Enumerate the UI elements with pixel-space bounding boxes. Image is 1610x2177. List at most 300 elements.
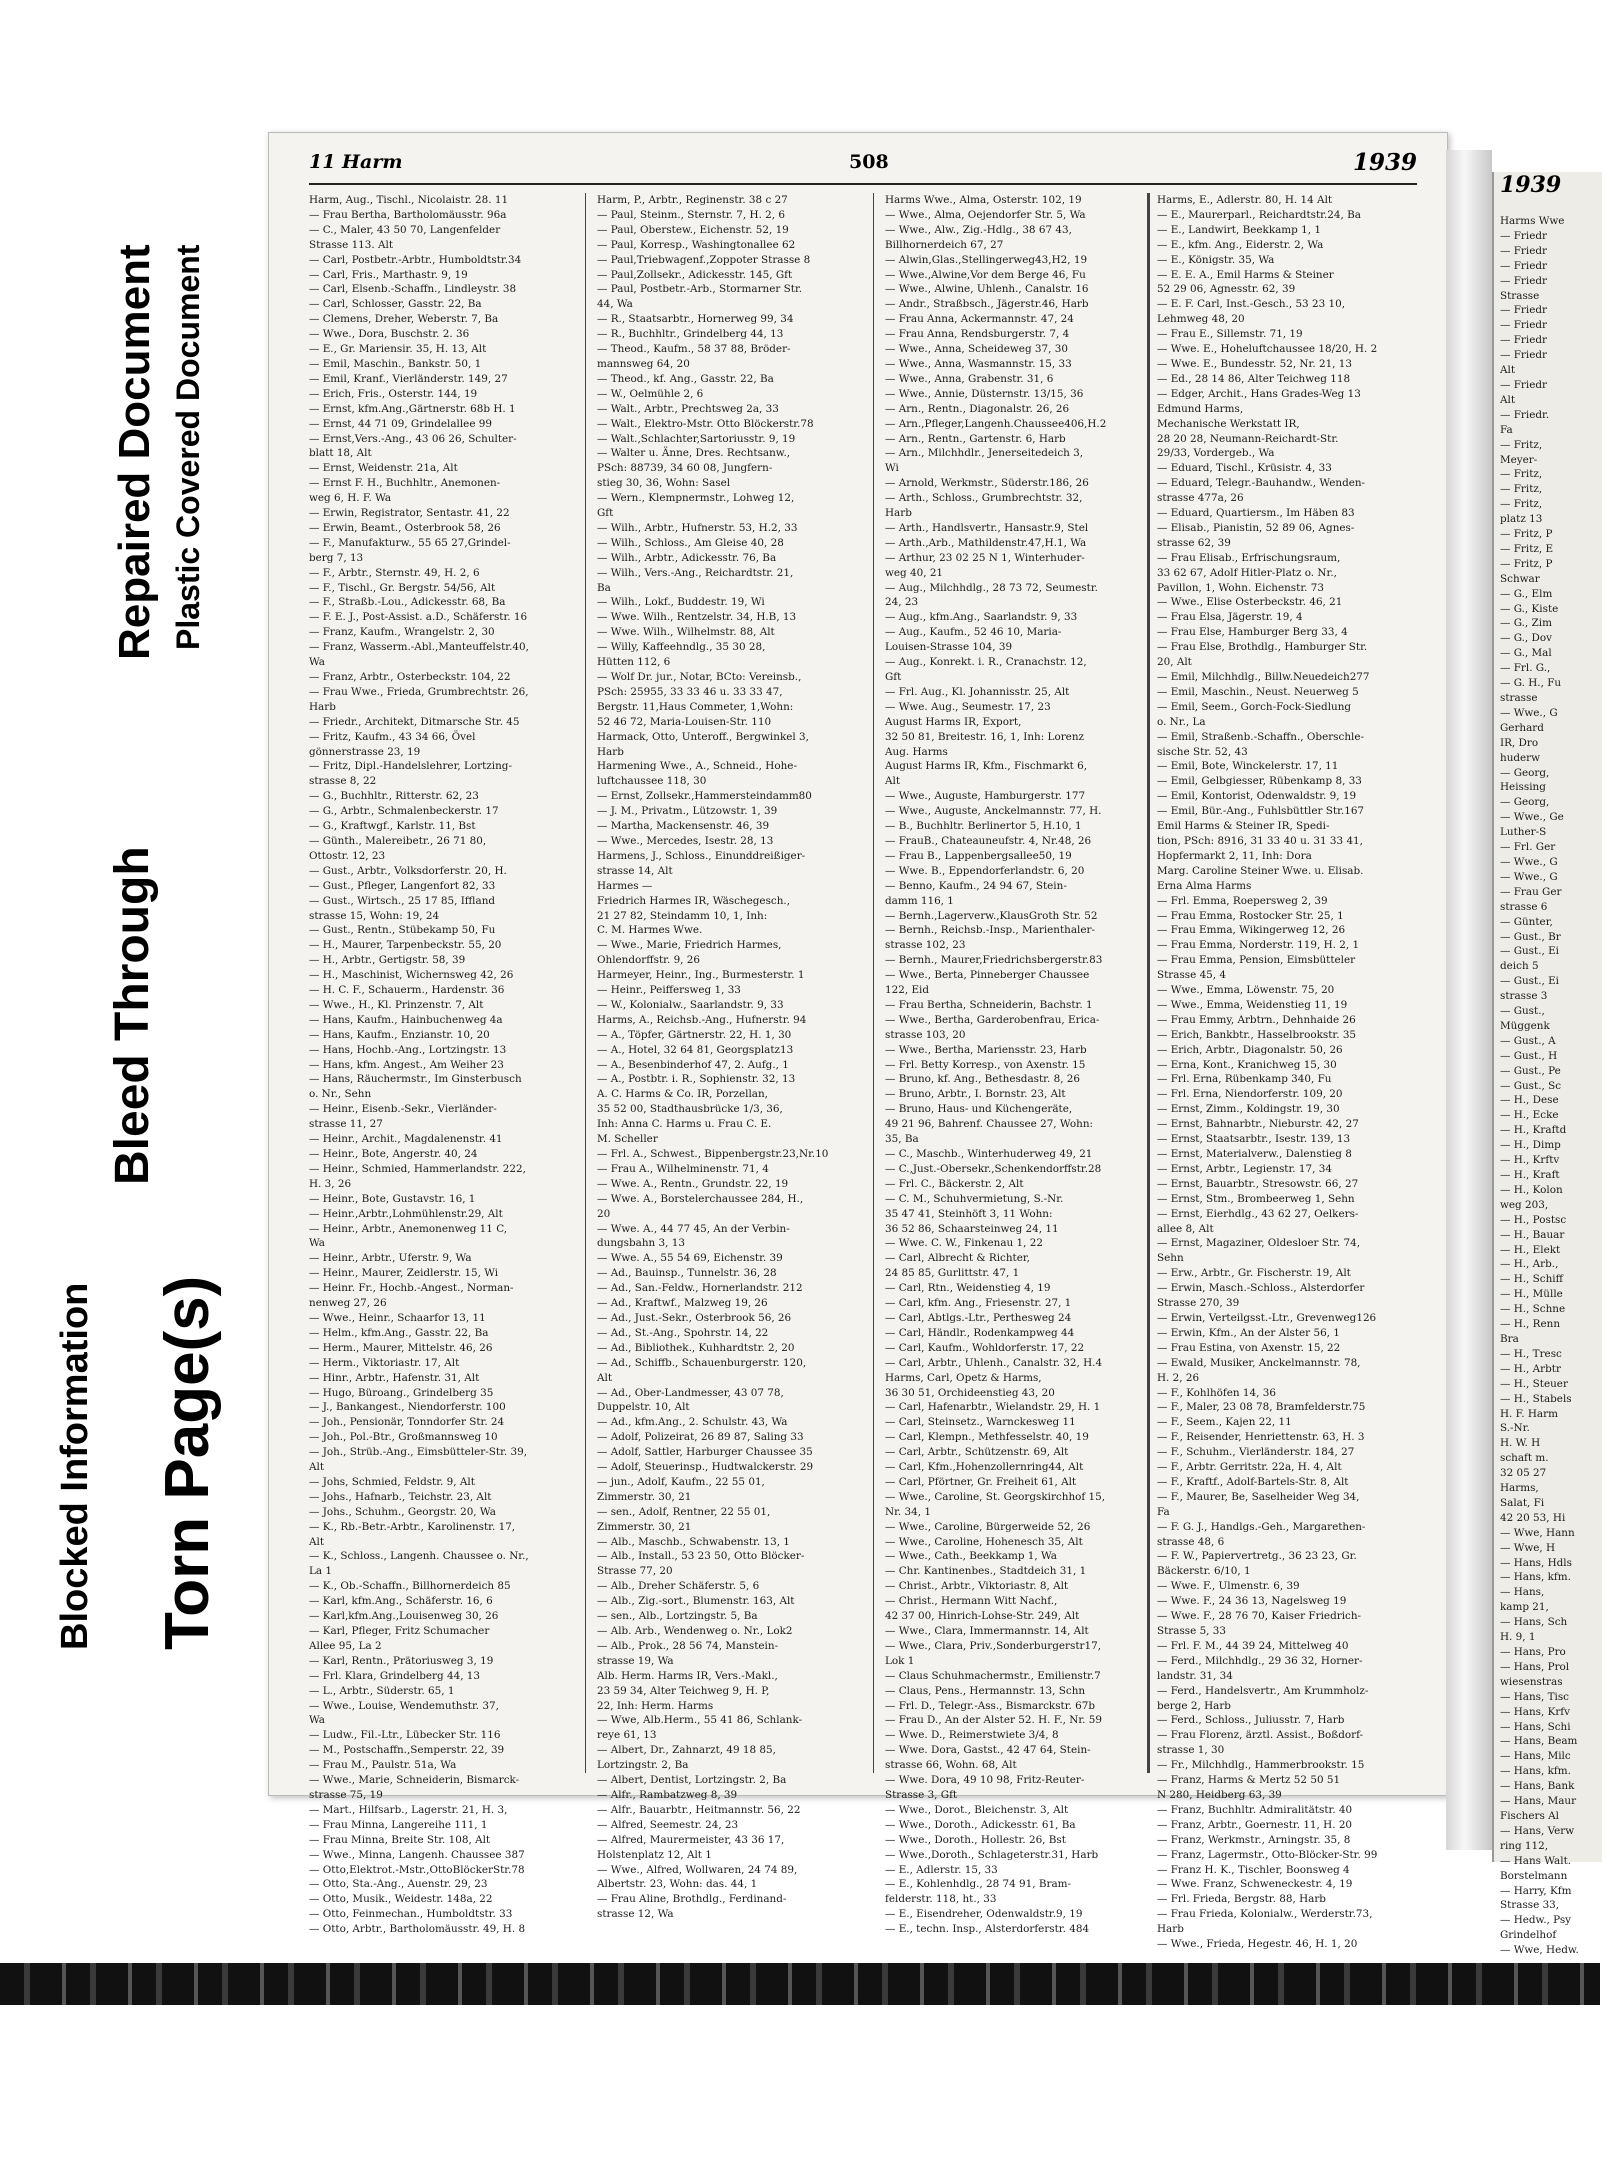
neighbor-entry-line: Borstelmann [1500,1869,1568,1882]
directory-entry-line: — Alb., Zig.-sort., Blumenstr. 163, Alt [597,1595,795,1608]
directory-entry-line: — H. C. F., Schauerm., Hardenstr. 36 [309,984,505,997]
directory-entry-line: — Arnold, Werkmstr., Süderstr.186, 26 [885,477,1089,490]
neighbor-entry-line: Meyer- [1500,453,1538,466]
directory-entry-line: — Frl. Aug., Kl. Johannisstr. 25, Alt [885,685,1070,698]
directory-entry-line: — Frau Emma, Pension, Eimsbütteler [1157,954,1356,967]
neighbor-entry-line: — H., Schiff [1500,1273,1563,1286]
directory-entry-line: — Wwe. F., 24 36 13, Nagelsweg 19 [1157,1595,1347,1608]
neighbor-entry-line: — Gust., Br [1500,930,1561,943]
directory-entry-line: — A., Postbtr. i. R., Sophienstr. 32, 13 [597,1073,796,1086]
directory-entry-line: Ottostr. 12, 23 [309,849,386,862]
directory-entry-line: 24 85 85, Gurlittstr. 47, 1 [885,1267,1020,1280]
directory-entry-line: — Ernst, Staatsarbtr., Isestr. 139, 13 [1157,1133,1351,1146]
directory-entry-line: 49 21 96, Bahrenf. Chaussee 27, Wohn: [885,1118,1094,1131]
directory-entry-line: — Frl. C., Bäckerstr. 2, Alt [885,1177,1024,1190]
directory-entry-line: — Alfred, Maurermeister, 43 36 17, [597,1833,785,1846]
directory-entry-line: o. Nr., Sehn [309,1088,372,1101]
directory-entry-line: — Ernst, Weidenstr. 21a, Alt [309,462,458,475]
directory-entry-line: — Franz, Werkmstr., Arningstr. 35, 8 [1157,1833,1351,1846]
neighbor-entry-line: Müggenk [1500,1019,1550,1032]
directory-entry-line: gönnerstrasse 23, 19 [309,745,421,758]
directory-entry-line: — F., Kraftf., Adolf-Bartels-Str. 8, Alt [1157,1475,1349,1488]
directory-entry-line: — K., Ob.-Schaffn., Billhornerdeich 85 [309,1580,511,1593]
directory-entry-line: — Wwe. Wilh., Wilhelmstr. 88, Alt [597,626,775,639]
directory-entry-line: — Wwe., Annie, Düsternstr. 13/15, 36 [885,387,1084,400]
neighbor-entry-line: — Frl. G., [1500,662,1551,675]
directory-entry-line: — Christ., Arbtr., Viktoriastr. 8, Alt [885,1580,1069,1593]
directory-entry-line: — Arn.,Pfleger,Langenh.Chaussee406,H.2 [885,417,1107,430]
neighbor-entry-line: — Fritz, P [1500,528,1553,541]
directory-entry-line: — Walter u. Änne, Dres. Rechtsanw., [597,447,791,460]
directory-entry-line: — Ad., kfm.Ang., 2. Schulstr. 43, Wa [597,1416,788,1429]
directory-entry-line: H. 3, 26 [309,1177,352,1190]
neighbor-entry-line: — H., Arb., [1500,1258,1559,1271]
directory-entry-line: — Ferd., Milchhdlg., 29 36 32, Horner- [1157,1654,1363,1667]
directory-entry-line: — Frau Bertha, Schneiderin, Bachstr. 1 [885,998,1093,1011]
directory-entry-line: Fa [1157,1505,1170,1518]
directory-entry-line: — Hans, Räuchermstr., Im Ginsterbusch [309,1073,522,1086]
directory-entry-line: Harmens, J., Schloss., Einunddreißiger- [597,849,806,862]
directory-entry-line: Ba [597,581,611,594]
directory-entry-line: — Carl, Klempn., Methfesselstr. 40, 19 [885,1431,1089,1444]
directory-entry-line: — Ernst, 44 71 09, Grindelallee 99 [309,417,492,430]
directory-entry-line: — R., Buchhltr., Grindelberg 44, 13 [597,328,784,341]
directory-entry-line: — Christ., Hermann Witt Nachf., [885,1595,1058,1608]
directory-entry-line: — Emil, Gelbgiesser, Rübenkamp 8, 33 [1157,775,1362,788]
directory-entry-line: — Erna, Kont., Kranichweg 15, 30 [1157,1058,1337,1071]
neighbor-entry-line: — Friedr [1500,274,1547,287]
neighbor-entry-line: — Hans, Pro [1500,1646,1566,1658]
directory-entry-line: — Wwe., H., Kl. Prinzenstr. 7, Alt [309,998,484,1011]
neighbor-entry-line: — G., Mal [1500,647,1552,660]
directory-entry-line: — H., Maschinist, Wichernsweg 42, 26 [309,969,514,982]
directory-entry-line: Holstenplatz 12, Alt 1 [597,1848,712,1861]
directory-entry-line: Harb [1157,1923,1184,1936]
directory-entry-line: strasse 103, 20 [885,1028,966,1041]
directory-entry-line: — Gust., Wirtsch., 25 17 85, Iffland [309,894,496,907]
directory-entry-line: weg 40, 21 [885,566,944,579]
neighbor-entry-line: Luther-S [1500,826,1547,839]
directory-entry-line: — Hinr., Arbtr., Hafenstr. 31, Alt [309,1371,480,1384]
directory-entry-line: — F., Tischl., Gr. Bergstr. 54/56, Alt [309,581,496,594]
directory-entry-line: Harms, E., Adlerstr. 80, H. 14 Alt [1157,194,1333,206]
directory-entry-line: — Ernst, Zimm., Koldingstr. 19, 30 [1157,1103,1340,1116]
neighbor-entry-line: weg 203, [1500,1198,1549,1211]
note-blocked-information: Blocked Information [54,1282,96,1650]
directory-entry-line: — Günth., Malereibetr., 26 71 80, [309,834,487,847]
directory-entry-line: Alt [597,1371,613,1384]
neighbor-entry-line: — Hans, Prol [1500,1660,1570,1673]
directory-entry-line: 52 46 72, Maria-Louisen-Str. 110 [597,715,772,728]
neighbor-entry-line: — Hans, [1500,1586,1545,1599]
directory-entry-line: — Karl, Pfleger, Fritz Schumacher [309,1625,490,1637]
directory-entry-line: — Wwe., Caroline, Bürgerweide 52, 26 [885,1520,1091,1533]
neighbor-entry-line: — H., Steuer [1500,1377,1568,1390]
neighbor-page-year: 1939 [1500,172,1562,198]
directory-entry-line: weg 6, H. F. Wa [309,492,392,505]
directory-entry-line: — Carl, Fris., Marthastr. 9, 19 [309,268,468,281]
directory-entry-line: — F., Kohlhöfen 14, 36 [1157,1386,1276,1399]
directory-entry-line: Alt [309,1535,325,1548]
directory-entry-line: — Franz, Arbtr., Osterbeckstr. 104, 22 [309,671,511,683]
directory-entry-line: — Franz, Harms & Mertz 52 50 51 [1157,1774,1341,1787]
neighbor-entry-line: strasse [1500,692,1538,704]
neighbor-entry-line: — Wwe, Hedw. [1500,1944,1579,1957]
directory-entry-line: — R., Staatsarbtr., Hornerweg 99, 34 [597,313,794,326]
page-year: 1939 [1352,149,1417,176]
directory-entry-line: — F., Straßb.-Lou., Adickesstr. 68, Ba [309,596,506,609]
directory-entry-line: — Franz, Lagermstr., Otto-Blöcker-Str. 99 [1157,1848,1378,1861]
directory-entry-line: — Alb., Prok., 28 56 74, Manstein- [597,1639,779,1652]
directory-entry-line: felderstr. 118, ht., 33 [885,1893,997,1906]
directory-entry-line: — Ad., Ober-Landmesser, 43 07 78, [597,1386,784,1399]
directory-entry-line: — Frau Emma, Rostocker Str. 25, 1 [1157,909,1344,922]
directory-entry-line: — E., kfm. Ang., Eiderstr. 2, Wa [1157,238,1324,251]
neighbor-entry-line: H. F. Harm [1500,1407,1558,1420]
directory-entry-line: — F., Arbtr., Sternstr. 49, H. 2, 6 [309,566,480,579]
neighbor-entry-line: — Wwe., Ge [1500,811,1564,824]
directory-entry-line: — Arth., Schloss., Grumbrechtstr. 32, [885,492,1083,505]
directory-entry-line: Ohlendorffstr. 9, 26 [597,954,701,967]
directory-entry-line: — Emil, Bür.-Ang., Fuhlsbüttler Str.167 [1157,805,1365,818]
directory-entry-line: — Emil, Maschin., Neust. Neuerweg 5 [1157,685,1359,698]
directory-entry-line: strasse 12, Wa [597,1908,674,1921]
directory-entry-line: N 280, Heidberg 63, 39 [1157,1788,1282,1801]
directory-entry-line: — FrauB., Chateauneufstr. 4, Nr.48, 26 [885,834,1092,847]
directory-entry-line: — E. F. Carl, Inst.-Gesch., 53 23 10, [1157,298,1346,311]
directory-entry-line: Harb [597,745,624,758]
directory-entry-line: — Wwe., Bertha, Mariensstr. 23, Harb [885,1043,1087,1056]
directory-entry-line: — Frau Estina, von Axenstr. 15, 22 [1157,1341,1341,1354]
directory-entry-line: berg 7, 13 [309,551,364,564]
directory-entry-line: — Arn., Rentn., Diagonalstr. 26, 26 [885,402,1070,415]
directory-entry-line: — Wwe. B., Eppendorferlandstr. 6, 20 [885,864,1085,877]
directory-entry-line: — G., Kraftwgf., Karlstr. 11, Bst [309,820,476,833]
neighbor-entry-line: — Gust., A [1500,1034,1556,1047]
directory-entry-line: — Emil, Milchhdlg., Billw.Neuedeich277 [1157,671,1370,683]
directory-entry-line: — Joh., Pensionär, Tonndorfer Str. 24 [309,1416,505,1429]
directory-entry-line: berge 2, Harb [1157,1699,1231,1712]
directory-entry-line: — Wwe., Dora, Buschstr. 2. 36 [309,328,470,341]
directory-entry-line: — Ernst,Vers.-Ang., 43 06 26, Schulter- [309,432,517,445]
directory-entry-line: — Gust., Rentn., Stübekamp 50, Fu [309,924,496,937]
neighbor-entry-line: — H., Kraftd [1500,1124,1567,1137]
directory-entry-line: — Wwe., Elise Osterbeckstr. 46, 21 [1157,596,1343,609]
directory-entry-line: — Ernst, Zollsekr.,Hammersteindamm80 [597,790,812,803]
directory-entry-line: Harb [885,507,912,520]
directory-entry-line: Emil Harms & Steiner IR, Spedi- [1157,820,1330,833]
directory-entry-line: — Helm., kfm.Ang., Gasstr. 22, Ba [309,1326,489,1339]
directory-entry-line: C. M. Harmes Wwe. [597,924,703,937]
directory-entry-line: — Frau Else, Hamburger Berg 33, 4 [1157,626,1348,639]
neighbor-entry-line: — Hans, Schi [1500,1720,1571,1733]
directory-entry-line: — K., Schloss., Langenh. Chaussee o. Nr., [309,1550,529,1563]
directory-entry-line: — Wilh., Lokf., Buddestr. 19, Wi [597,596,765,609]
directory-entry-line: Harm, Aug., Tischl., Nicolaistr. 28. 11 [309,194,509,206]
directory-entry-line: — Wwe. D., Reimerstwiete 3/4, 8 [885,1729,1059,1742]
neighbor-entry-line: Gerhard [1500,721,1544,734]
page-number: 508 [849,151,889,173]
directory-entry-line: — Hans, Kaufm., Enzianstr. 10, 20 [309,1028,490,1041]
directory-entry-line: — Otto, Arbtr., Bartholomäusstr. 49, H. 8 [309,1923,526,1936]
directory-entry-line: Harms, Carl, Opetz & Harms, [885,1371,1042,1384]
directory-entry-line: Strasse 77, 20 [597,1565,673,1578]
directory-entry-line: Lehmweg 48, 20 [1157,313,1245,326]
directory-entry-line: — A., Besenbinderhof 47, 2. Aufg., 1 [597,1058,789,1071]
neighbor-entry-line: Alt [1500,364,1516,377]
directory-entry-line: — Heinr., Arbtr., Uferstr. 9, Wa [309,1252,472,1265]
directory-entry-line: — Karl, kfm.Ang., Schäferstr. 16, 6 [309,1595,493,1608]
directory-entry-line: — Wwe., Louise, Wendemuthstr. 37, [309,1699,499,1712]
directory-entry-line: — Bruno, Haus- und Küchengeräte, [885,1103,1073,1116]
note-plastic-covered-document: Plastic Covered Document [170,244,206,650]
directory-entry-line: — Ad., Kraftwf., Malzweg 19, 26 [597,1297,768,1310]
directory-entry-line: — Wwe., Doroth., Adickesstr. 61, Ba [885,1818,1076,1831]
neighbor-entry-line: — Fritz, P [1500,557,1553,570]
directory-entry-line: — Erwin, Verteilgsst.-Ltr., Grevenweg126 [1157,1311,1377,1324]
directory-entry-line: — Frau Anna, Ackermannstr. 47, 24 [885,313,1074,326]
directory-entry-line: — Carl, Kfm.,Hohenzollernring44, Alt [885,1461,1084,1474]
directory-entry-line: — Frau Elisab., Erfrischungsraum, [1157,551,1341,564]
directory-entry-line: Allee 95, La 2 [309,1639,382,1652]
directory-entry-line: — Frau Emmy, Arbtrn., Dehnhaide 26 [1157,1013,1356,1026]
directory-entry-line: — J. M., Privatm., Lützowstr. 1, 39 [597,805,778,818]
directory-entry-line: — Fr., Milchhdlg., Hammerbrookstr. 15 [1157,1759,1365,1772]
directory-entry-line: — Heinr., Bote, Angerstr. 40, 24 [309,1148,478,1160]
directory-entry-line: — Frl. F. M., 44 39 24, Mittelweg 40 [1157,1639,1349,1652]
directory-entry-line: Pavillon, 1, Wohn. Eichenstr. 73 [1157,581,1324,594]
directory-entry-line: strasse 8, 22 [309,775,377,788]
directory-entry-line: — Frau Florenz, ärztl. Assist., Boßdorf- [1157,1729,1364,1742]
neighbor-entry-line: — Gust., Sc [1500,1079,1562,1092]
neighbor-entry-line: — G., Elm [1500,587,1553,600]
directory-entry-line: strasse 48, 6 [1157,1535,1225,1548]
directory-entry-line: — Wwe., Clara, Immermannstr. 14, Alt [885,1625,1089,1637]
directory-entry-line: — Heinr., Maurer, Zeidlerstr. 15, Wi [309,1267,499,1280]
directory-entry-line: — Karl, Rentn., Prätoriusweg 3, 19 [309,1654,494,1667]
directory-entry-line: strasse 1, 30 [1157,1744,1225,1757]
neighbor-entry-line: Fa [1500,423,1513,436]
directory-entry-line: Edmund Harms, [1157,402,1244,415]
neighbor-entry-line: schaft m. [1500,1452,1549,1465]
neighbor-entry-line: — H., Krftv [1500,1154,1560,1167]
directory-entry-line: landstr. 31, 34 [1157,1669,1233,1682]
directory-entry-line: — Hans, Hochb.-Ang., Lortzingstr. 13 [309,1043,507,1056]
note-repaired-document: Repaired Document [110,244,159,660]
neighbor-entry-line: Bra [1500,1332,1519,1345]
directory-entry-line: blatt 18, Alt [309,447,372,460]
directory-entry-line: 28 20 28, Neumann-Reichardt-Str. [1157,432,1339,445]
neighbor-entry-line: — Hans, Maur [1500,1795,1577,1808]
directory-entry-line: Sehn [1157,1252,1184,1265]
neighbor-entry-line: — Friedr [1500,244,1547,257]
directory-entry-line: — Bruno, kf. Ang., Bethesdastr. 8, 26 [885,1073,1081,1086]
directory-entry-line: — Ernst, Bahnarbtr., Nieburstr. 42, 27 [1157,1118,1359,1131]
directory-entry-line: — Wwe., Berta, Pinneberger Chaussee [885,969,1090,982]
neighbor-entry-line: huderw [1500,751,1541,764]
directory-entry-line: 29/33, Vordergeb., Wa [1157,447,1275,460]
neighbor-entry-line: — Georg, [1500,796,1550,809]
neighbor-entry-line: — H., Kraft [1500,1169,1560,1181]
directory-entry-line: — Otto, Sta.-Ang., Auenstr. 29, 23 [309,1878,488,1891]
directory-entry-line: — Alfr., Bauarbtr., Heitmannstr. 56, 22 [597,1803,801,1816]
directory-entry-line: Hütten 112, 6 [597,656,671,669]
directory-entry-line: strasse 15, Wohn: 19, 24 [309,909,440,922]
neighbor-entry-line: Harms Wwe [1500,215,1565,227]
directory-entry-line: — Wwe.,Doroth., Schlageterstr.31, Harb [885,1848,1099,1861]
neighbor-entry-line: — Wwe., G [1500,870,1558,883]
directory-entry-line: 44, Wa [597,298,633,311]
directory-entry-line: — Wwe., Doroth., Hollestr. 26, Bst [885,1833,1066,1846]
directory-entry-line: — Aug., Milchhdlg., 28 73 72, Seumestr. [885,581,1098,594]
directory-entry-line: Wa [309,656,325,669]
directory-entry-line: — Aug., Kaufm., 52 46 10, Maria- [885,626,1062,639]
directory-entry-line: — Johs., Hafnarb., Teichstr. 23, Alt [309,1490,492,1503]
directory-entry-line: — Herm., Viktoriastr. 17, Alt [309,1356,460,1369]
directory-entry-line: — Eduard, Telegr.-Bauhandw., Wenden- [1157,477,1366,490]
directory-entry-line: — Wilh., Arbtr., Hufnerstr. 53, H.2, 33 [597,521,798,534]
directory-entry-line: Strasse 5, 33 [1157,1625,1227,1637]
directory-entry-line: M. Scheller [597,1133,658,1146]
directory-entry-line: sische Str. 52, 43 [1157,745,1248,758]
directory-entry-line: — Wwe., Auguste, Hamburgerstr. 177 [885,790,1086,803]
directory-entry-line: August Harms IR, Kfm., Fischmarkt 6, [885,760,1088,773]
directory-entry-line: allee 8, Alt [1157,1222,1214,1235]
directory-entry-line: — Wwe., Marie, Friedrich Harmes, [597,939,782,952]
directory-entry-line: — Ewald, Musiker, Anckelmannstr. 78, [1157,1356,1361,1369]
directory-entry-line: Mechanische Werkstatt IR, [1157,417,1300,430]
directory-entry-line: — M., Postschaffn.,Semperstr. 22, 39 [309,1744,505,1757]
directory-entry-line: — Wwe., Heinr., Schaarfor 13, 11 [309,1311,486,1324]
directory-entry-line: — G., Buchhltr., Ritterstr. 62, 23 [309,790,479,803]
directory-entry-line: — Willy, Kaffeehndlg., 35 30 28, [597,641,766,654]
directory-column-4 [1157,193,1425,1951]
neighbor-entry-line: deich 5 [1500,960,1539,973]
directory-entry-line: — Carl, Albrecht & Richter, [885,1252,1030,1265]
directory-entry-line: — Frl. Emma, Roepersweg 2, 39 [1157,894,1328,907]
neighbor-entry-line: — Friedr [1500,378,1547,391]
neighbor-entry-line: — Hans, Sch [1500,1616,1568,1629]
directory-entry-line: — Paul, Steinm., Sternstr. 7, H. 2, 6 [597,208,786,221]
directory-entry-line: — F., Manufakturw., 55 65 27,Grindel- [309,536,511,549]
directory-entry-line: — Bernh., Reichsb.-Insp., Marienthaler- [885,924,1096,937]
directory-entry-line: — Franz, Arbtr., Goernestr. 11, H. 20 [1157,1818,1353,1831]
directory-entry-line: — E., Eisendreher, Odenwaldstr.9, 19 [885,1908,1083,1921]
directory-entry-line: — E., Kohlenhdlg., 28 74 91, Bram- [885,1878,1072,1891]
directory-entry-line: — Frau B., Lappenbergsallee50, 19 [885,849,1072,862]
directory-entry-line: — Carl, Arbtr., Schützenstr. 69, Alt [885,1446,1069,1459]
directory-entry-line: — E., Gr. Mariensir. 35, H. 13, Alt [309,343,487,356]
directory-entry-line: Lortzingstr. 2, Ba [597,1759,689,1772]
directory-entry-line: Hopfermarkt 2, 11, Inh: Dora [1157,849,1312,862]
directory-entry-line: Duppelstr. 10, Alt [597,1401,690,1414]
directory-entry-line: nenweg 27, 26 [309,1297,387,1310]
directory-entry-line: — Arth.,Arb., Mathildenstr.47,H.1, Wa [885,536,1087,549]
directory-entry-line: Aug. Harms [885,745,948,758]
directory-entry-line: — Wilh., Arbtr., Adickesstr. 76, Ba [597,551,777,564]
neighbor-entry-line: — Hans, Milc [1500,1750,1571,1763]
directory-entry-line: — Wwe. A., 55 54 69, Eichenstr. 39 [597,1252,783,1265]
directory-entry-line: — Frl. Frieda, Bergstr. 88, Harb [1157,1893,1326,1906]
directory-entry-line: — Wwe.,Alwine,Vor dem Berge 46, Fu [885,268,1086,281]
neighbor-entry-line: — Gust., Pe [1500,1064,1561,1077]
directory-entry-line: — Frau M., Paulstr. 51a, Wa [309,1759,457,1772]
directory-entry-line: — F. E. J., Post-Assist. a.D., Schäferstr. 16 [309,611,528,624]
neighbor-entry-line: — H., Tresc [1500,1347,1562,1360]
directory-entry-line: — Wern., Klempnermstr., Lohweg 12, [597,492,795,505]
directory-entry-line: — Heinr. Fr., Hochb.-Angest., Norman- [309,1282,514,1295]
directory-column-1 [309,193,577,1936]
neighbor-entry-line: — H., Elekt [1500,1243,1561,1256]
neighbor-entry-line: — H., Stabels [1500,1392,1572,1405]
directory-entry-line: Alb. Herm. Harms IR, Vers.-Makl., [597,1669,778,1682]
directory-entry-line: 35 47 41, Steinhöft 3, 11 Wohn: [885,1207,1053,1220]
directory-entry-line: — Carl, Arbtr., Uhlenh., Canalstr. 32, H.4 [885,1356,1103,1369]
directory-entry-line: — Adolf, Polizeirat, 26 89 87, Saling 33 [597,1431,804,1444]
neighbor-entry-line: — Fritz, E [1500,542,1554,555]
neighbor-entry-line: — Fritz, [1500,438,1543,451]
directory-entry-line: — Heinr.,Arbtr.,Lohmühlenstr.29, Alt [309,1207,503,1220]
directory-page [268,132,1448,1951]
directory-entry-line: — F., Arbtr. Gerritstr. 22a, H. 4, Alt [1157,1461,1342,1474]
directory-entry-line: — Aug., kfm.Ang., Saarlandstr. 9, 33 [885,611,1078,624]
directory-entry-line: strasse 62, 39 [1157,536,1231,549]
directory-entry-line: — Benno, Kaufm., 24 94 67, Stein- [885,879,1067,892]
directory-entry-line: A. C. Harms & Co. IR, Porzellan, [597,1088,768,1101]
directory-entry-line: Wa [309,1237,325,1250]
directory-entry-line: Strasse 270, 39 [1157,1297,1240,1310]
directory-entry-line: — Fritz, Kaufm., 43 34 66, Övel [309,730,476,743]
directory-entry-line: — Wwe. A., 44 77 45, An der Verbin- [597,1222,790,1235]
directory-entry-line: — C. M., Schuhvermietung, S.-Nr. [885,1192,1064,1205]
directory-entry-line: — Wwe. Dora, Gastst., 42 47 64, Stein- [885,1744,1091,1757]
directory-entry-line: — Wwe., Anna, Scheideweg 37, 30 [885,343,1068,356]
directory-entry-line: 22, Inh: Herm. Harms [597,1699,714,1712]
directory-entry-line: — Wwe. E., Hoheluftchaussee 18/20, H. 2 [1157,343,1378,356]
directory-entry-line: Gft [885,671,902,683]
directory-entry-line: Harms, A., Reichsb.-Ang., Hufnerstr. 94 [597,1013,807,1026]
directory-entry-line: — C., Maler, 43 50 70, Langenfelder [309,223,501,236]
directory-entry-line: — Arn., Rentn., Gartenstr. 6, Harb [885,432,1066,445]
neighbor-entry-line: — Hans, Tisc [1500,1690,1569,1703]
directory-entry-line: — Wwe., Alwine, Uhlenh., Canalstr. 16 [885,283,1089,296]
directory-entry-line: — Carl, Kaufm., Wohldorferstr. 17, 22 [885,1341,1085,1354]
directory-entry-line: — Erw., Arbtr., Gr. Fischerstr. 19, Alt [1157,1267,1351,1280]
neighbor-entry-line: — G., Kiste [1500,602,1559,615]
directory-entry-line: — H., Maurer, Tarpenbeckstr. 55, 20 [309,939,502,952]
directory-entry-line: — Frau Aline, Brothdlg., Ferdinand- [597,1893,787,1906]
directory-entry-line: H. 2, 26 [1157,1371,1200,1384]
directory-entry-line: August Harms IR, Export, [885,715,1022,728]
directory-entry-line: — Wwe., Alma, Oejendorfer Str. 5, Wa [885,208,1086,221]
neighbor-entry-line: — Friedr [1500,319,1547,332]
directory-entry-line: — Theod., kf. Ang., Gasstr. 22, Ba [597,372,774,385]
directory-entry-line: Billhornerdeich 67, 27 [885,238,1004,251]
directory-entry-line: reye 61, 13 [597,1729,657,1742]
directory-entry-line: — Walt.,Schlachter,Sartoriusstr. 9, 19 [597,432,796,445]
neighbor-entry-line: — H., Dese [1500,1094,1559,1107]
directory-entry-line: — Walt., Arbtr., Prechtsweg 2a, 33 [597,402,779,415]
directory-entry-line: — Edger, Archit., Hans Grades-Weg 13 [1157,387,1361,400]
neighbor-entry-line: — Fritz, [1500,468,1543,481]
directory-entry-line: Erna Alma Harms [1157,879,1252,892]
directory-entry-line: — Paul, Korresp., Washingtonallee 62 [597,238,796,251]
directory-entry-line: — sen., Alb., Lortzingstr. 5, Ba [597,1610,758,1623]
directory-entry-line: — Carl, Händlr., Rodenkampweg 44 [885,1326,1075,1339]
directory-entry-line: — Ernst, Eierhdlg., 43 62 27, Oelkers- [1157,1207,1359,1220]
directory-entry-line: — Carl, Hafenarbtr., Wielandstr. 29, H. 1 [885,1401,1101,1414]
directory-entry-line: — Frl. Betty Korresp., von Axenstr. 15 [885,1058,1086,1071]
